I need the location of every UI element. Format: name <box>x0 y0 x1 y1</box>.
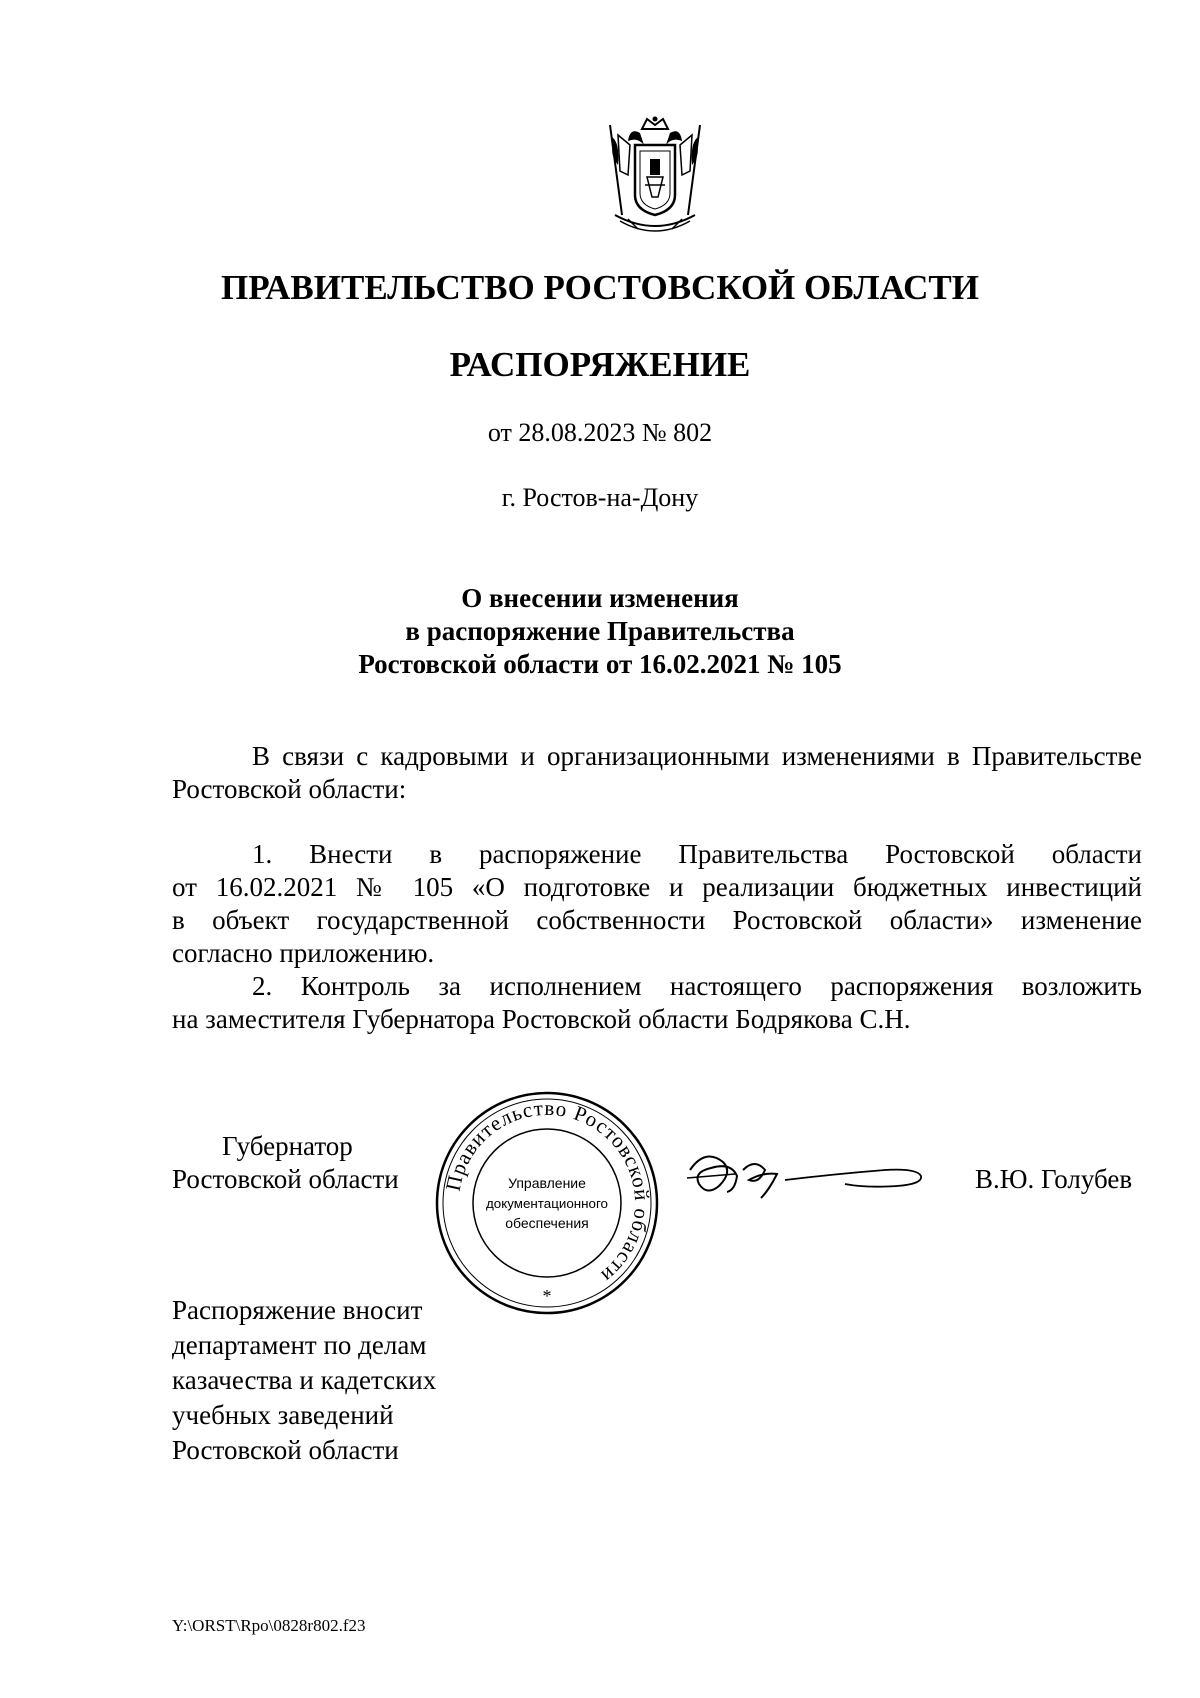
submitter-line: Распоряжение вносит <box>172 1295 423 1325</box>
paragraph-line: В связи с кадровыми и организационными изменениями в Правительстве <box>252 741 1142 771</box>
organization-title: ПРАВИТЕЛЬСТВО РОСТОВСКОЙ ОБЛАСТИ <box>221 268 979 307</box>
document-city: г. Ростов-на-Дону <box>501 483 699 512</box>
paragraph-line: в объект государственной собственности Ростовской области» изменение <box>172 905 1142 935</box>
paragraph-line: Ростовской области: <box>172 774 407 804</box>
official-seal-stamp <box>432 1088 662 1318</box>
document-subject <box>0 582 1200 681</box>
submitter-note <box>172 1293 436 1468</box>
intro-paragraph <box>172 740 1142 806</box>
submitter-line: казачества и кадетских <box>172 1365 437 1395</box>
signatory-title-line: Ростовской области <box>172 1164 399 1194</box>
submitter-line: Ростовской области <box>172 1435 399 1465</box>
submitter-line: учебных заведений <box>172 1400 394 1430</box>
item-2-paragraph <box>172 970 1142 1036</box>
seal-center-line: Управление <box>508 1175 586 1191</box>
svg-text:Правительство Ростовской облас <box>441 1096 654 1289</box>
handwritten-signature <box>685 1140 930 1210</box>
paragraph-line: согласно приложению. <box>172 938 435 968</box>
file-path-footer: Y:\ORST\Rpo\0828r802.f23 <box>172 1616 366 1635</box>
signatory-title-line: Губернатор <box>222 1131 353 1161</box>
item-1-paragraph <box>172 838 1142 970</box>
seal-center-line: обеспечения <box>505 1215 589 1231</box>
subject-line: Ростовской области от 16.02.2021 № 105 <box>358 649 842 679</box>
signatory-name: В.Ю. Голубев <box>975 1164 1133 1194</box>
paragraph-line: на заместителя Губернатора Ростовской области Бодрякова С.Н. <box>172 1004 911 1034</box>
seal-star: * <box>542 1286 552 1306</box>
paragraph-line: 1. Внести в распоряжение Правительства Ростовской области <box>252 839 1142 869</box>
subject-line: О внесении изменения <box>461 583 739 613</box>
coat-of-arms-emblem <box>600 115 710 235</box>
paragraph-line: 2. Контроль за исполнением настоящего распоряжения возложить <box>252 971 1142 1001</box>
seal-ring-text: Правительство Ростовской области <box>440 1095 655 1289</box>
submitter-line: департамент по делам <box>172 1330 427 1360</box>
document-date-number: от 28.08.2023 № 802 <box>487 418 713 447</box>
signatory-title <box>172 1130 399 1196</box>
subject-line: в распоряжение Правительства <box>405 616 795 646</box>
paragraph-line: от 16.02.2021 № 105 «О подготовке и реализации бюджетных инвестиций <box>172 872 1142 902</box>
document-type-title: РАСПОРЯЖЕНИЕ <box>449 345 751 384</box>
seal-center-line: документационного <box>486 1196 608 1211</box>
